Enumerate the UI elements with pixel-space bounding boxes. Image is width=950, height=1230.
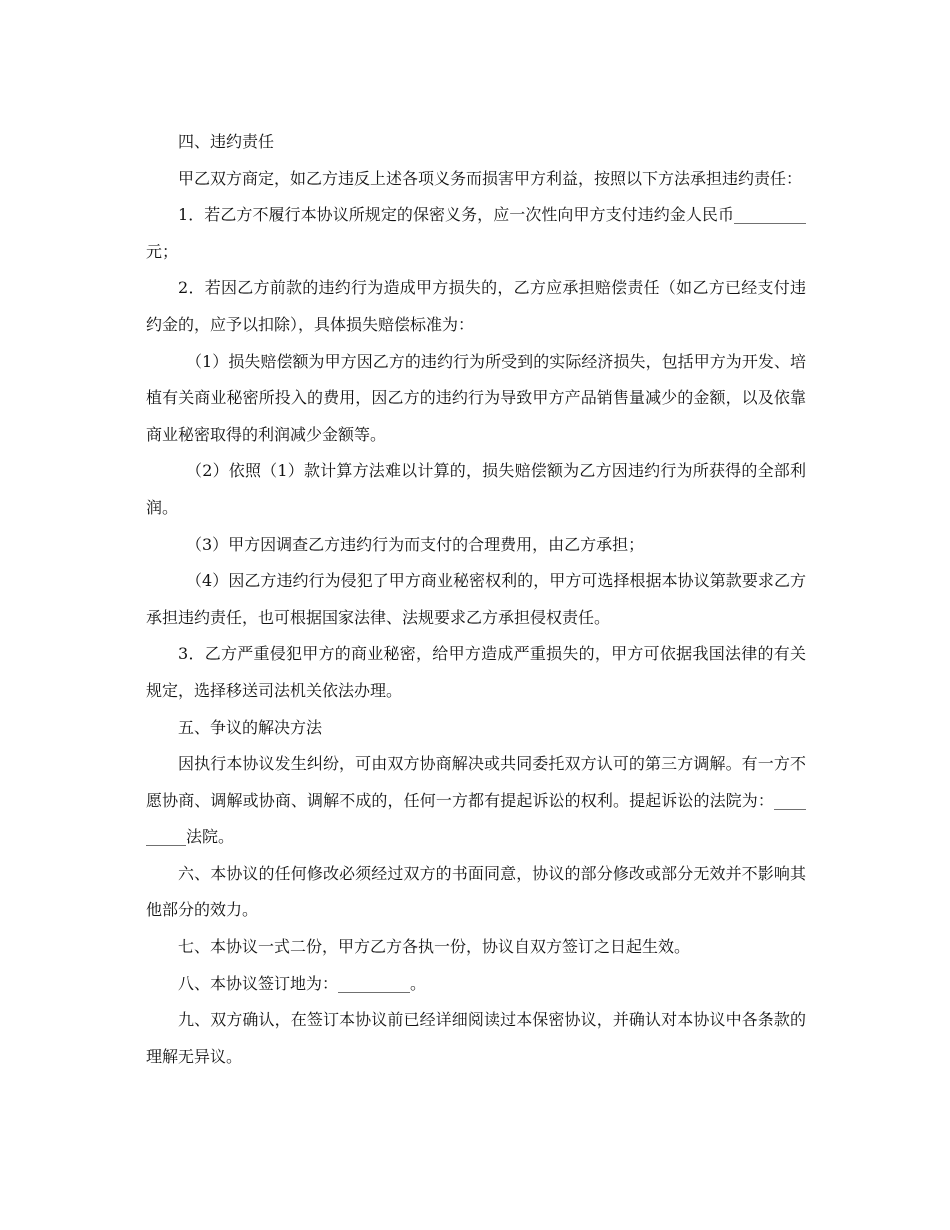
- section-8: 八、本协议签订地为：_________。: [178, 973, 427, 993]
- clause-4-2-4: （4）因乙方违约行为侵犯了甲方商业秘密权利的，甲方可选择根据本协议第款要求乙方承担违约责任，也可根据国家法律、法规要求乙方承担侵权责任。: [146, 571, 806, 627]
- clause-4-1: 1．若乙方不履行本协议所规定的保密义务，应一次性向甲方支付违约金人民币_________元；: [146, 205, 806, 261]
- clause-4-2-2: （2）依照（1）款计算方法难以计算的，损失赔偿额为乙方因违约行为所获得的全部利润。: [146, 461, 806, 517]
- clause-4-2: 2．若因乙方前款的违约行为造成甲方损失的，乙方应承担赔偿责任（如乙方已经支付违约金的，应予以扣除），具体损失赔偿标准为：: [146, 278, 806, 334]
- document-body: [146, 124, 806, 1075]
- section-7: 七、本协议一式二份，甲方乙方各执一份，协议自双方签订之日起生效。: [178, 937, 691, 957]
- section-9: 九、双方确认，在签订本协议前已经详细阅读过本保密协议，并确认对本协议中各条款的理解无异议。: [146, 1010, 806, 1066]
- clause-4-3: 3．乙方严重侵犯甲方的商业秘密，给甲方造成严重损失的，甲方可依据我国法律的有关规定，选择移送司法机关依法办理。: [146, 644, 806, 700]
- section-5-heading: 五、争议的解决方法: [178, 717, 323, 737]
- section-4-intro: 甲乙双方商定，如乙方违反上述各项义务而损害甲方利益，按照以下方法承担违约责任：: [178, 168, 803, 188]
- clause-4-2-3: （3）甲方因调查乙方违约行为而支付的合理费用，由乙方承担；: [186, 534, 645, 554]
- clause-4-2-1: （1）损失赔偿额为甲方因乙方的违约行为所受到的实际经济损失，包括甲方为开发、培植有关商业秘密所投入的费用，因乙方的违约行为导致甲方产品销售量减少的金额，以及依靠商业秘密取得的利润减少金额等。: [146, 351, 806, 444]
- section-4-heading: 四、违约责任: [178, 132, 275, 151]
- section-5-body: 因执行本协议发生纠纷，可由双方协商解决或共同委托双方认可的第三方调解。有一方不愿协商、调解或协商、调解不成的，任何一方都有提起诉讼的权利。提起诉讼的法院为：_________法院。: [146, 754, 806, 847]
- section-6: 六、本协议的任何修改必须经过双方的书面同意，协议的部分修改或部分无效并不影响其他部分的效力。: [146, 863, 806, 920]
